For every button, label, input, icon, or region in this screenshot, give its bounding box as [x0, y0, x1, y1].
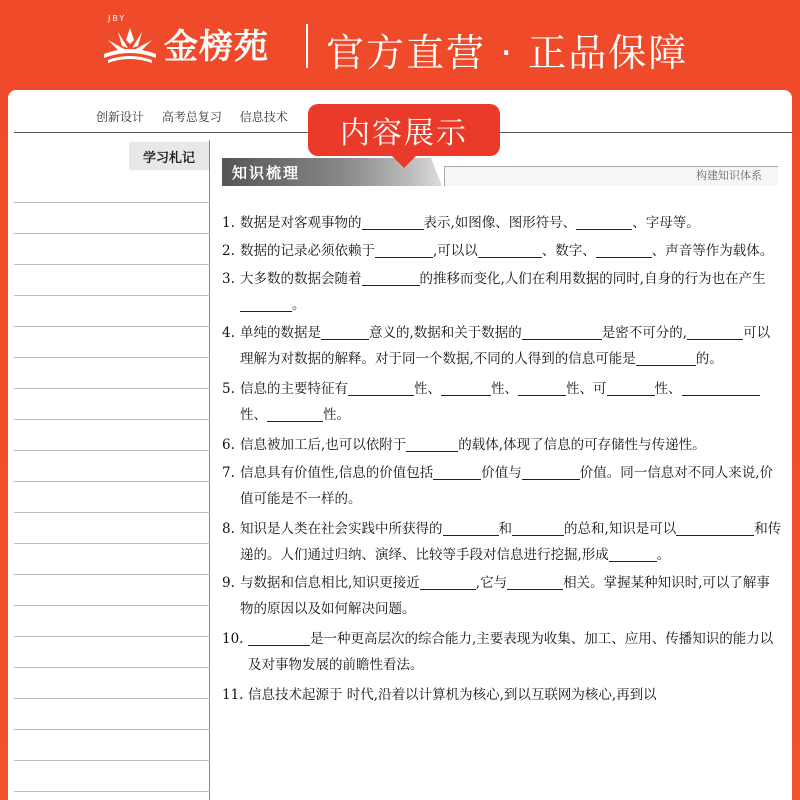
- question-item: [222, 570, 782, 622]
- answer-blank[interactable]: [682, 378, 760, 396]
- header-item: 信息技术: [239, 110, 288, 124]
- question-item: [222, 432, 782, 458]
- answer-blank[interactable]: [687, 322, 743, 340]
- question-number: 4.: [222, 325, 235, 341]
- question-text: 与数据和信息相比,知识更接近 ,它与 相关。掌握某种知识时,可以了解事物的原因以及如何解决问题。: [240, 575, 770, 617]
- question-item: [222, 320, 782, 372]
- brand-slogan: 官方直营 · 正品保障: [326, 31, 689, 75]
- callout-pointer: [390, 154, 418, 168]
- question-number: 8.: [222, 521, 235, 537]
- question-number: 2.: [222, 243, 235, 259]
- question-text: 信息被加工后,也可以依附于 的载体,体现了信息的可存储性与传递性。: [240, 437, 706, 453]
- answer-blank[interactable]: [433, 462, 481, 480]
- logo-subtext: JBY: [108, 14, 127, 23]
- answer-blank[interactable]: [596, 240, 652, 258]
- notes-ruled-lines: [14, 172, 210, 800]
- question-item: [222, 626, 782, 678]
- answer-blank[interactable]: [420, 572, 476, 590]
- answer-blank[interactable]: [267, 404, 323, 422]
- answer-blank[interactable]: [240, 294, 292, 312]
- section-title: 知识梳理: [232, 164, 301, 182]
- question-item: [222, 516, 782, 568]
- question-text: 单纯的数据是 意义的,数据和关于数据的 是密不可分的, 可以理解为对数据的解释。对于同一个数据,不同的人得到的信息可能是 的。: [240, 325, 770, 367]
- answer-blank[interactable]: [512, 518, 564, 536]
- banner-divider: [306, 24, 308, 68]
- question-item: [222, 238, 782, 264]
- answer-blank[interactable]: [406, 434, 458, 452]
- section-subtitle: 构建知识体系: [696, 169, 762, 182]
- answer-blank[interactable]: [676, 518, 754, 536]
- question-item: [222, 266, 782, 318]
- answer-blank[interactable]: [362, 212, 424, 230]
- question-text: 大多数的数据会随着 的推移而变化,人们在利用数据的同时,自身的行为也在产生。: [240, 271, 766, 313]
- answer-blank[interactable]: [441, 378, 491, 396]
- question-text: 是一种更高层次的综合能力,主要表现为收集、加工、应用、传播知识的能力以及对事物发展的前瞻性看法。: [248, 631, 773, 673]
- section-header: [222, 158, 778, 186]
- question-number: 5.: [222, 381, 235, 397]
- question-number: 1.: [222, 215, 235, 231]
- answer-blank[interactable]: [607, 378, 655, 396]
- question-number: 7.: [222, 465, 235, 481]
- brand-banner: [0, 0, 800, 90]
- question-number: 6.: [222, 437, 235, 453]
- notes-column: [14, 140, 210, 800]
- answer-blank[interactable]: [522, 462, 580, 480]
- answer-blank[interactable]: [609, 544, 657, 562]
- question-number: 11.: [222, 687, 244, 703]
- answer-blank[interactable]: [443, 518, 499, 536]
- answer-blank[interactable]: [522, 322, 602, 340]
- answer-blank[interactable]: [478, 240, 542, 258]
- question-number: 10.: [222, 631, 244, 647]
- question-item: [222, 210, 782, 236]
- header-item: 创新设计: [96, 110, 145, 124]
- question-text: 信息的主要特征有 性、 性、 性、可 性、性、 性。: [240, 381, 760, 423]
- answer-blank[interactable]: [518, 378, 566, 396]
- question-text: 信息具有价值性,信息的价值包括 价值与 价值。同一信息对不同人来说,价值可能是不一样的。: [240, 465, 773, 507]
- answer-blank[interactable]: [507, 572, 563, 590]
- question-text: 数据是对客观事物的 表示,如图像、图形符号、 、字母等。: [240, 215, 700, 231]
- header-item: 高考总复习: [161, 110, 222, 124]
- running-header: [96, 108, 302, 125]
- brand-logo: [100, 14, 269, 68]
- answer-blank[interactable]: [375, 240, 433, 258]
- question-number: 3.: [222, 271, 235, 287]
- question-text: 数据的记录必须依赖于 ,可以以 、数字、 、声音等作为载体。: [240, 243, 773, 259]
- question-item: [222, 682, 782, 708]
- question-item: [222, 460, 782, 512]
- question-item: [222, 376, 782, 428]
- question-list: [222, 210, 782, 708]
- answer-blank[interactable]: [636, 348, 696, 366]
- book-lotus-icon: [100, 14, 160, 68]
- question-number: 9.: [222, 575, 235, 591]
- content-preview-callout: 内容展示: [308, 104, 500, 156]
- answer-blank[interactable]: [248, 628, 310, 646]
- answer-blank[interactable]: [321, 322, 369, 340]
- question-text: 信息技术起源于 时代,沿着以计算机为核心,到以互联网为核心,再到以: [248, 687, 657, 703]
- answer-blank[interactable]: [362, 268, 420, 286]
- brand-name: 金榜苑: [164, 26, 269, 67]
- question-text: 知识是人类在社会实践中所获得的 和 的总和,知识是可以 和传递的。人们通过归纳、演绎、比较等手段对信息进行挖掘,形成 。: [240, 521, 781, 563]
- notes-title: 学习札记: [129, 142, 209, 170]
- answer-blank[interactable]: [348, 378, 414, 396]
- answer-blank[interactable]: [576, 212, 632, 230]
